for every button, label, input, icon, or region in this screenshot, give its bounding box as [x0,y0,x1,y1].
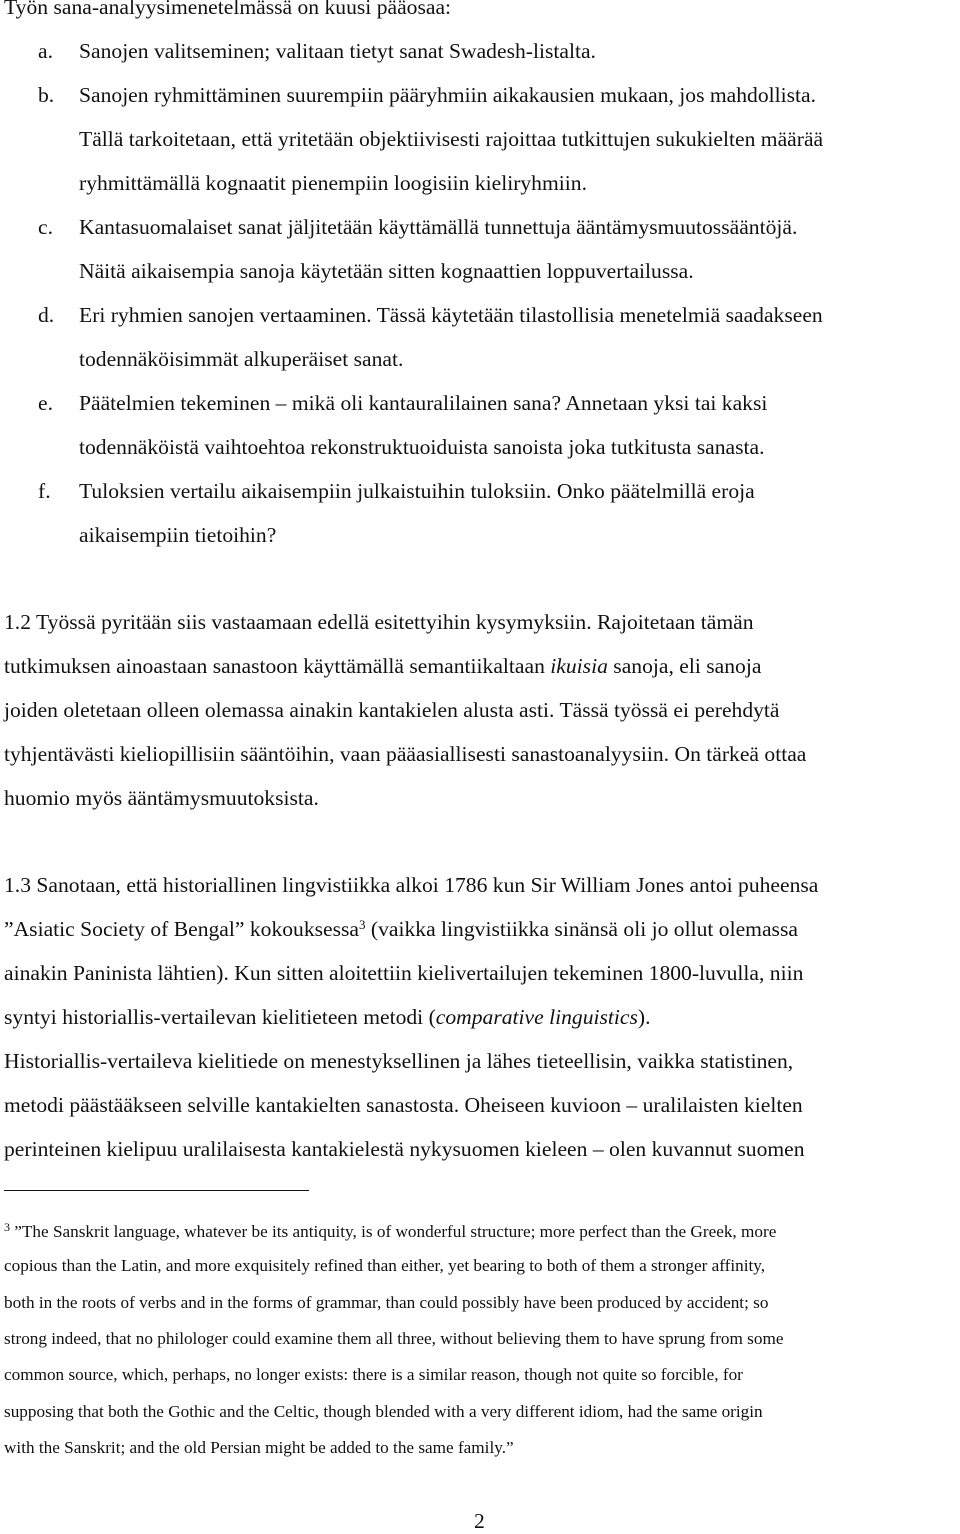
paragraph-1-2-line: tutkimuksen ainoastaan sanastoon käyttämällä semantiikaltaan ikuisia sanoja, eli sanoja [4,654,762,678]
footnote-line: strong indeed, that no philologer could examine them all three, without believing them to have sprung from some [4,1329,784,1348]
list-marker: e. [38,391,53,415]
footnote-line: copious than the Latin, and more exquisitely refined than either, yet bearing to both of them a stronger affinity, [4,1256,766,1275]
paragraph-1-3-line: Historiallis-vertaileva kielitiede on menestyksellinen ja lähes tieteellisin, vaikka statistinen, [4,1049,794,1073]
paragraph-1-3-line: 1.3 Sanotaan, että historiallinen lingvistiikka alkoi 1786 kun Sir William Jones antoi puheensa [4,873,819,897]
paragraph-1-2-line: joiden oletetaan olleen olemassa ainakin kantakielen alusta asti. Tässä työssä ei perehdytä [4,698,780,722]
list-item-text: Sanojen valitseminen; valitaan tietyt sanat Swadesh-listalta. [79,39,596,63]
list-marker: d. [38,303,55,327]
list-marker: f. [38,479,51,503]
list-item-text: todennäköistä vaihtoehtoa rekonstruktuoiduista sanoista joka tutkitusta sanasta. [79,435,765,459]
list-item-text: Kantasuomalaiset sanat jäljitetään käyttämällä tunnettuja ääntämysmuutossääntöjä. [79,215,798,239]
paragraph-1-3-line: perinteinen kielipuu uralilaisesta kantakielestä nykysuomen kieleen – olen kuvannut suomen [4,1137,805,1161]
list-item-text: Eri ryhmien sanojen vertaaminen. Tässä käytetään tilastollisia menetelmiä saadakseen [79,303,823,327]
paragraph-1-3-line: ainakin Paninista lähtien). Kun sitten aloitettiin kielivertailujen tekeminen 1800-luvulla, niin [4,961,804,985]
footnote-line: $^3$ ”The Sanskrit language, whatever be its antiquity, is of wonderful structure; more perfect than the Greek, more [4,1220,777,1241]
intro-line: Työn sana-analyysimenetelmässä on kuusi pääosaa: [4,0,452,19]
list-marker: c. [38,215,53,239]
footnote-separator [4,1190,309,1191]
paragraph-1-2-line: 1.2 Työssä pyritään siis vastaamaan edellä esitettyihin kysymyksiin. Rajoitetaan tämän [4,610,754,634]
footnote-line: supposing that both the Gothic and the Celtic, though blended with a very different idiom, had the same origin [4,1402,763,1421]
footnote-line: with the Sanskrit; and the old Persian might be added to the same family.” [4,1438,514,1457]
paragraph-1-3-line: ”Asiatic Society of Bengal” kokouksessa$^3$ (vaikka lingvistiikka sinänsä oli jo ollut olemassa [4,917,798,941]
list-item-text: Sanojen ryhmittäminen suurempiin pääryhmiin aikakausien mukaan, jos mahdollista. [79,83,817,107]
list-marker: a. [38,39,53,63]
footnote-line: both in the roots of verbs and in the forms of grammar, than could possibly have been produced by accident; so [4,1293,769,1312]
list-marker: b. [38,83,55,107]
paragraph-1-2-line: tyhjentävästi kieliopillisiin sääntöihin, vaan pääasiallisesti sanastoanalyysiin. On tärkeä ottaa [4,742,807,766]
paragraph-1-3-line: metodi päästääkseen selville kantakielten sanastosta. Oheiseen kuvioon – uralilaisten kielten [4,1093,803,1117]
paragraph-1-2-line: huomio myös ääntämysmuutoksista. [4,786,319,810]
emphasis-comparative-linguistics: comparative linguistics [435,1005,638,1029]
footnote-marker: 3 [4,1220,10,1234]
list-item-text: ryhmittämällä kognaatit pienempiin loogisiin kieliryhmiin. [79,171,587,195]
footnote-line: common source, which, perhaps, no longer exists: there is a similar reason, though not quite so forcible, for [4,1365,743,1384]
emphasis-ikuisia: ikuisia [550,654,608,678]
page-number: 2 [474,1509,485,1533]
list-item-text: Päätelmien tekeminen – mikä oli kantauralilainen sana? Annetaan yksi tai kaksi [79,391,768,415]
list-item-text: Näitä aikaisempia sanoja käytetään sitten kognaattien loppuvertailussa. [79,259,694,283]
footnote-reference[interactable]: 3 [359,917,366,932]
list-item-text: todennäköisimmät alkuperäiset sanat. [79,347,404,371]
list-item-text: Tuloksien vertailu aikaisempiin julkaistuihin tuloksiin. Onko päätelmillä eroja [79,479,755,503]
paragraph-1-3-line: syntyi historiallis-vertailevan kielitieteen metodi (comparative linguistics). [4,1005,651,1029]
list-item-text: Tällä tarkoitetaan, että yritetään objektiivisesti rajoittaa tutkittujen sukukielten määrää [79,127,824,151]
list-item-text: aikaisempiin tietoihin? [79,523,277,547]
